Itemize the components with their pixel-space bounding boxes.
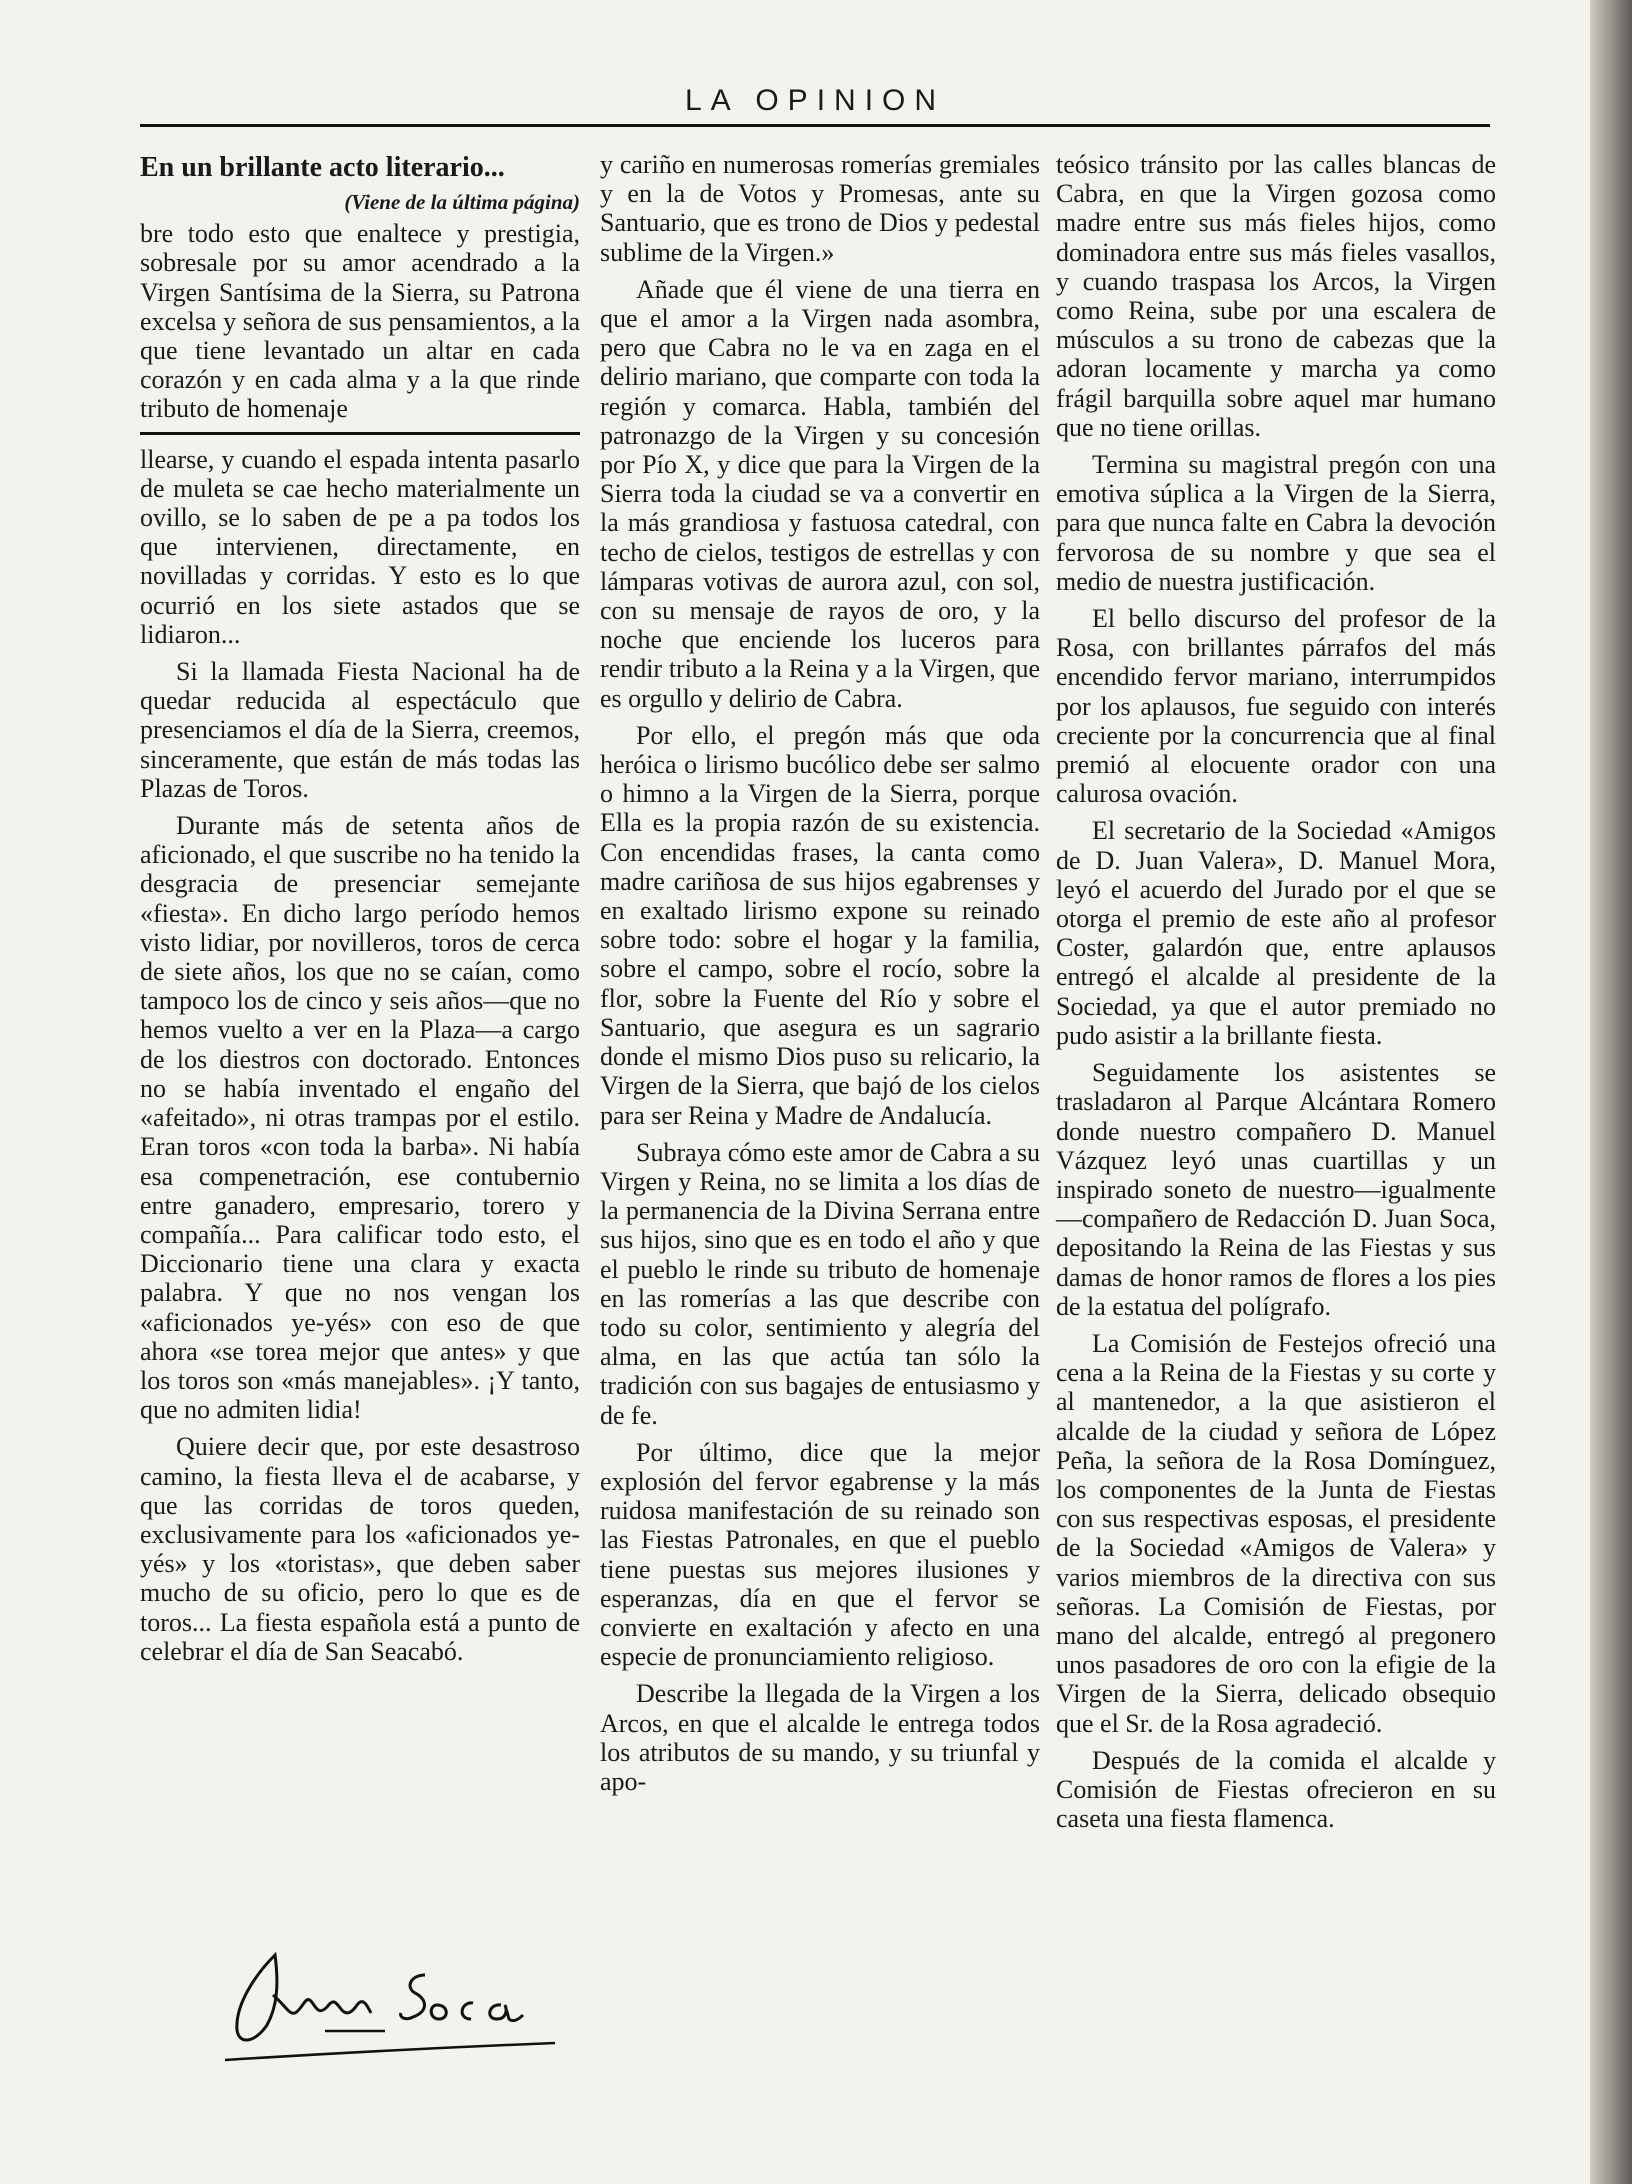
masthead-rule <box>140 124 1490 127</box>
opinion-paragraph: llearse, y cuando el espada intenta pasarlo de muleta se cae hecho materialmente un ovillo, se lo saben de pe a pa todos los que intervienen, directamente, en novilladas y corridas. Y esto es lo que ocurrió en los siete astados que se lidiaron... <box>140 444 580 649</box>
continued-note: (Viene de la última página) <box>344 190 580 214</box>
article-paragraph: Añade que él viene de una tierra en que el amor a la Virgen nada asombra, pero que Cabra no le va en zaga en el delirio mariano, que comparte con toda la región y comarca. Habla, también del patronazgo de la Virgen y su concesión por Pío X, y dice que para la Virgen de la Sierra toda la ciudad se va a convertir en la más grandiosa y fastuosa catedral, con techo de cielos, testigos de estrellas y con lámparas votivas de aurora azul, con sol, con su mensaje de rayos de oro, y la noche que enciende los luceros para rendir tributo a la Reina y a la Virgen, que es orgullo y delirio de Cabra. <box>600 274 1040 713</box>
article-paragraph: La Comisión de Festejos ofreció una cena a la Reina de la Fiestas y su corte y al mantenedor, a la que asistieron el alcalde de la ciudad y señora de López Peña, la señora de la Rosa Domínguez, los componentes de la Junta de Fiestas con sus respectivas esposas, el presidente de la Sociedad «Amigos de Valera» y varios miembros de la directiva con sus señoras. La Comisión de Fiestas, por mano del alcalde, entregó al pregonero unos pasadores de oro con la efigie de la Virgen de la Sierra, delicado obsequio que el Sr. de la Rosa agradeció. <box>1056 1328 1496 1738</box>
article-paragraph: Subraya cómo este amor de Cabra a su Virgen y Reina, no se limita a los días de la permanencia de la Divina Serrana entre sus hijos, sino que es en todo el año y que el pueblo le rinde su tributo de homenaje en las romerías a las que describe con todo su color, sentimiento y alegría del alma, en las que actúa tan sólo la tradición con sus bagajes de entusiasmo y de fe. <box>600 1137 1040 1430</box>
article-paragraph: y cariño en numerosas romerías gremiales y en la de Votos y Promesas, ante su Santuario, que es trono de Dios y pedestal sublime de la Virgen.» <box>600 150 1040 267</box>
article-paragraph: Después de la comida el alcalde y Comisión de Fiestas ofrecieron en su caseta una fiesta flamenca. <box>1056 1745 1496 1834</box>
page-binding-edge <box>1590 0 1632 2184</box>
opinion-paragraph: Durante más de setenta años de aficionado, el que suscribe no ha tenido la desgracia de presenciar semejante «fiesta». En dicho largo período hemos visto lidiar, por novilleros, toros de cerca de siete años, los que no se caían, como tampoco los de cinco y seis años—que no hemos vuelto a ver en la Plaza—a cargo de los diestros con doctorado. Entonces no se había inventado el engaño del «afeitado», ni otras trampas por el estilo. Eran toros «con toda la barba». Ni había esa compenetración, ese contubernio entre ganadero, empresario, torero y compañía... Para calificar todo esto, el Diccionario tiene una clara y exacta palabra. Y que no nos vengan los «aficionados ye-yés» con eso de que ahora «se torea mejor que antes» y que los toros son «más manejables». ¡Y tanto, que no admiten lidia! <box>140 811 580 1425</box>
article-paragraph: teósico tránsito por las calles blancas de Cabra, en que la Virgen gozosa como madre entre sus más fieles hijos, como dominadora entre sus más fieles vasallos, y cuando traspasa los Arcos, la Virgen como Reina, sube por una escalera de músculos a su trono de cabezas que la adoran locamente y marcha ya como frágil barquilla sobre aquel mar humano que no tiene orillas. <box>1056 150 1496 442</box>
article-paragraph: Por ello, el pregón más que oda heróica o lirismo bucólico debe ser salmo o himno a la Virgen de la Sierra, porque Ella es la propia razón de su existencia. Con encendidas frases, la canta como madre cariñosa de sus hijos egabrenses y en exaltado lirismo expone su reinado sobre todo: sobre el hogar y la familia, sobre el campo, sobre el rocío, sobre la flor, sobre la Fuente del Río y sobre el Santuario, que asegura es un sagrario donde el mismo Dios puso su relicario, la Virgen de la Sierra, que bajó de los cielos para ser Reina y Madre de Andalucía. <box>600 720 1040 1130</box>
article-divider <box>140 432 580 435</box>
article-paragraph: El bello discurso del profesor de la Rosa, con brillantes párrafos del más encendido fervor mariano, interrumpidos por los aplausos, fue seguido con interés creciente por la concurrencia que al final premió al elocuente orador con una calurosa ovación. <box>1056 604 1496 809</box>
opinion-paragraph: Si la llamada Fiesta Nacional ha de quedar reducida al espectáculo que presenciamos el día de la Sierra, creemos, sinceramente, que están de más todas las Plazas de Toros. <box>140 657 580 803</box>
column-1 <box>140 150 580 1674</box>
article-headline: En un brillante acto literario... <box>140 152 505 183</box>
signature-image <box>215 1935 575 2065</box>
article-paragraph: bre todo esto que enaltece y prestigia, sobresale por su amor acendrado a la Virgen Santísima de la Sierra, su Patrona excelsa y señora de sus pensamientos, a la que tiene levantado un altar en cada corazón y en cada alma y a la que rinde tributo de homenaje <box>140 219 580 424</box>
article-paragraph: Seguidamente los asistentes se trasladaron al Parque Alcántara Romero donde nuestro compañero D. Manuel Vázquez leyó unas cuartillas y un inspirado soneto de nuestro—igualmente—compañero de Redacción D. Juan Soca, depositando la Reina de las Fiestas y sus damas de honor ramos de flores a los pies de la estatua del polígrafo. <box>1056 1058 1496 1321</box>
article-paragraph: Describe la llegada de la Virgen a los Arcos, en que el alcalde le entrega todos los atributos de su mando, y su triunfal y apo- <box>600 1679 1040 1796</box>
column-3 <box>1056 150 1496 1841</box>
article-paragraph: Termina su magistral pregón con una emotiva súplica a la Virgen de la Sierra, para que nunca falte en Cabra la devoción fervorosa de su nombre y que sea el medio de nuestra justificación. <box>1056 450 1496 596</box>
masthead-title: LA OPINION <box>684 84 946 117</box>
article-paragraph: El secretario de la Sociedad «Amigos de D. Juan Valera», D. Manuel Mora, leyó el acuerdo del Jurado por el que se otorga el premio de este año al profesor Coster, galardón que, entre aplausos entregó el alcalde al presidente de la Sociedad, ya que el autor premiado no pudo asistir a la brillante fiesta. <box>1056 816 1496 1050</box>
article-paragraph: Por último, dice que la mejor explosión del fervor egabrense y la más ruidosa manifestación de su reinado son las Fiestas Patronales, en que el pueblo tiene puestas sus mejores ilusiones y esperanzas, día en que el fervor se convierte en exaltación y afecto en una especie de pronunciamiento religioso. <box>600 1437 1040 1672</box>
opinion-paragraph: Quiere decir que, por este desastroso camino, la fiesta lleva el de acabarse, y que las corridas de toros queden, exclusivamente para los «aficionados ye-yés» y los «toristas», que deben saber mucho de su oficio, pero lo que es de toros... La fiesta española está a punto de celebrar el día de San Seacabó. <box>140 1432 580 1666</box>
column-2 <box>600 150 1040 1804</box>
